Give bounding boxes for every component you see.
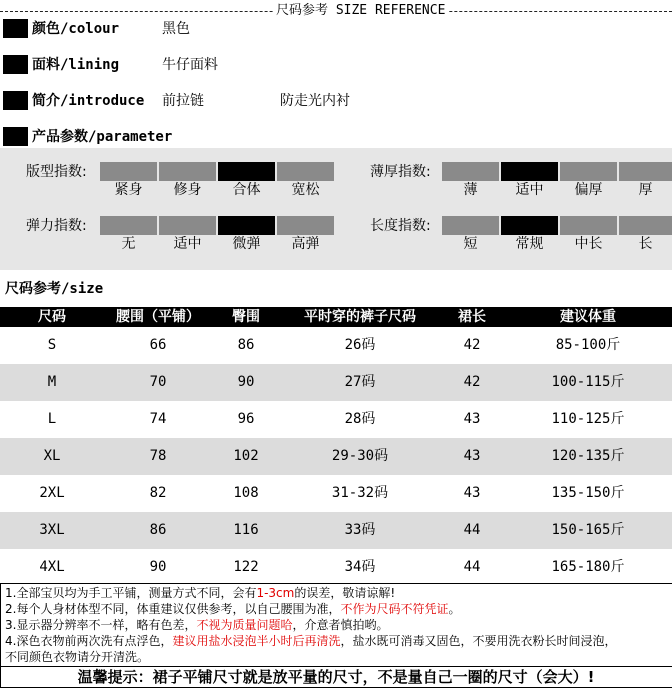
note-highlight: 1-3cm — [256, 586, 295, 600]
cell-skirt-length: 42 — [463, 337, 481, 353]
cell-weight: 150-165斤 — [551, 522, 625, 538]
scale-option-label: 长 — [638, 236, 653, 252]
cell-hip: 86 — [237, 337, 255, 353]
scale-segment — [277, 216, 334, 235]
table-row — [0, 327, 672, 364]
info-label: 产品参数/parameter — [32, 129, 173, 145]
cell-skirt-length: 44 — [463, 559, 481, 575]
table-row — [0, 549, 672, 586]
note-text: 不同颜色衣物请分开清洗。 — [5, 650, 150, 664]
note-text: 4.深色衣物前两次洗有点浮色， — [5, 634, 173, 648]
note-text: ，介意者慎拍哟。 — [292, 618, 389, 632]
cell-hip: 116 — [233, 522, 259, 538]
note-highlight: 建议用盐水浸泡半小时后再清洗 — [172, 634, 341, 648]
scale-option-label: 紧身 — [114, 182, 143, 198]
header-hip: 臀围 — [232, 309, 260, 325]
scale-segment — [560, 162, 617, 181]
info-label: 简介/introduce — [32, 93, 145, 109]
size-section-title: 尺码参考/size — [5, 281, 104, 297]
scale-segment — [277, 162, 334, 181]
cell-size: XL — [43, 448, 61, 464]
cell-weight: 85-100斤 — [555, 337, 621, 353]
scale-title: 长度指数: — [370, 218, 431, 234]
scale-option-label: 宽松 — [291, 182, 320, 198]
info-value: 防走光内衬 — [280, 93, 350, 109]
header-usual-size: 平时穿的裤子尺码 — [304, 309, 416, 325]
cell-hip: 96 — [237, 411, 255, 427]
cell-skirt-length: 42 — [463, 374, 481, 390]
cell-hip: 122 — [233, 559, 259, 575]
scale-segment — [442, 162, 499, 181]
size-table-header — [0, 307, 672, 327]
cell-waist: 66 — [149, 337, 167, 353]
cell-waist: 86 — [149, 522, 167, 538]
note-text: 3.显示器分辨率不一样，略有色差， — [5, 618, 197, 632]
cell-skirt-length: 43 — [463, 448, 481, 464]
scale-option-label: 修身 — [173, 182, 202, 198]
scale-option-label: 厚 — [638, 182, 653, 198]
scale-option-label: 适中 — [515, 182, 544, 198]
section-marker — [3, 19, 28, 38]
scale-segment-selected — [501, 216, 558, 235]
cell-size: S — [47, 337, 57, 353]
scale-option-label: 短 — [463, 236, 478, 252]
cell-size: M — [47, 374, 57, 390]
scale-segment — [619, 162, 672, 181]
header-weight: 建议体重 — [560, 309, 616, 325]
cell-usual-size: 29-30码 — [331, 448, 389, 464]
scale-option-label: 适中 — [173, 236, 202, 252]
scale-segment — [100, 216, 157, 235]
cell-usual-size: 31-32码 — [331, 485, 389, 501]
scale-option-label: 合体 — [232, 182, 261, 198]
cell-skirt-length: 43 — [463, 485, 481, 501]
cell-hip: 102 — [233, 448, 259, 464]
note-highlight: 不视为质量问题哈 — [196, 618, 293, 632]
scale-segment — [159, 216, 216, 235]
cell-waist: 78 — [149, 448, 167, 464]
scale-title: 版型指数: — [26, 164, 87, 180]
cell-waist: 90 — [149, 559, 167, 575]
cell-usual-size: 34码 — [344, 559, 376, 575]
table-row — [0, 475, 672, 512]
cell-usual-size: 28码 — [344, 411, 376, 427]
note-text: 的误差，敬请谅解! — [294, 586, 396, 600]
info-value: 黑色 — [162, 21, 190, 37]
header-size: 尺码 — [38, 309, 66, 325]
info-value: 牛仔面料 — [162, 57, 218, 73]
scale-title: 薄厚指数: — [370, 164, 431, 180]
cell-size: 3XL — [39, 522, 65, 538]
scale-segment — [159, 162, 216, 181]
note-line — [5, 633, 616, 649]
cell-usual-size: 27码 — [344, 374, 376, 390]
info-label: 面料/lining — [32, 57, 120, 73]
scale-option-label: 中长 — [574, 236, 603, 252]
scale-segment-selected — [501, 162, 558, 181]
note-text: 1.全部宝贝均为手工平铺，测量方式不同，会有 — [5, 586, 257, 600]
scale-segment-selected — [218, 162, 275, 181]
cell-skirt-length: 44 — [463, 522, 481, 538]
cell-size: 4XL — [39, 559, 65, 575]
scale-segment — [442, 216, 499, 235]
info-label: 颜色/colour — [32, 21, 120, 37]
scale-segment — [100, 162, 157, 181]
note-text: 。 — [448, 602, 461, 616]
section-marker — [3, 127, 28, 146]
cell-waist: 74 — [149, 411, 167, 427]
cell-hip: 90 — [237, 374, 255, 390]
cell-weight: 120-135斤 — [551, 448, 625, 464]
scale-segment — [619, 216, 672, 235]
scale-segment-selected — [218, 216, 275, 235]
table-row — [0, 364, 672, 401]
scale-title: 弹力指数: — [26, 218, 87, 234]
scale-option-label: 常规 — [515, 236, 544, 252]
cell-waist: 82 — [149, 485, 167, 501]
scale-option-label: 微弹 — [232, 236, 261, 252]
cell-waist: 70 — [149, 374, 167, 390]
scale-option-label: 偏厚 — [574, 182, 603, 198]
cell-skirt-length: 43 — [463, 411, 481, 427]
header-waist: 腰围（平铺） — [116, 309, 200, 325]
cell-weight: 165-180斤 — [551, 559, 625, 575]
cell-hip: 108 — [233, 485, 259, 501]
cell-weight: 100-115斤 — [551, 374, 625, 390]
table-row — [0, 512, 672, 549]
note-line — [5, 649, 149, 665]
table-row — [0, 401, 672, 438]
cell-size: 2XL — [39, 485, 65, 501]
note-highlight: 不作为尺码不符凭证 — [340, 602, 449, 616]
table-row — [0, 438, 672, 475]
cell-size: L — [47, 411, 57, 427]
cell-usual-size: 33码 — [344, 522, 376, 538]
note-text: ，盐水既可消毒又固色，不要用洗衣粉长时间浸泡， — [340, 634, 617, 648]
note-line — [5, 617, 388, 633]
section-marker — [3, 55, 28, 74]
scale-option-label: 高弹 — [291, 236, 320, 252]
scale-segment — [560, 216, 617, 235]
header-skirt-length: 裙长 — [458, 309, 486, 325]
note-text: 2.每个人身材体型不同，体重建议仅供参考，以自己腰围为准， — [5, 602, 341, 616]
section-marker — [3, 91, 28, 110]
page-title: 尺码参考 SIZE REFERENCE — [273, 3, 448, 19]
note-line — [5, 601, 460, 617]
note-line — [5, 585, 395, 601]
cell-usual-size: 26码 — [344, 337, 376, 353]
scale-option-label: 薄 — [463, 182, 478, 198]
info-value: 前拉链 — [162, 93, 204, 109]
warm-tip: 温馨提示：裙子平铺尺寸就是放平量的尺寸，不是量自己一圈的尺寸（会大）! — [77, 668, 595, 686]
cell-weight: 110-125斤 — [551, 411, 625, 427]
cell-weight: 135-150斤 — [551, 485, 625, 501]
scale-option-label: 无 — [121, 236, 136, 252]
